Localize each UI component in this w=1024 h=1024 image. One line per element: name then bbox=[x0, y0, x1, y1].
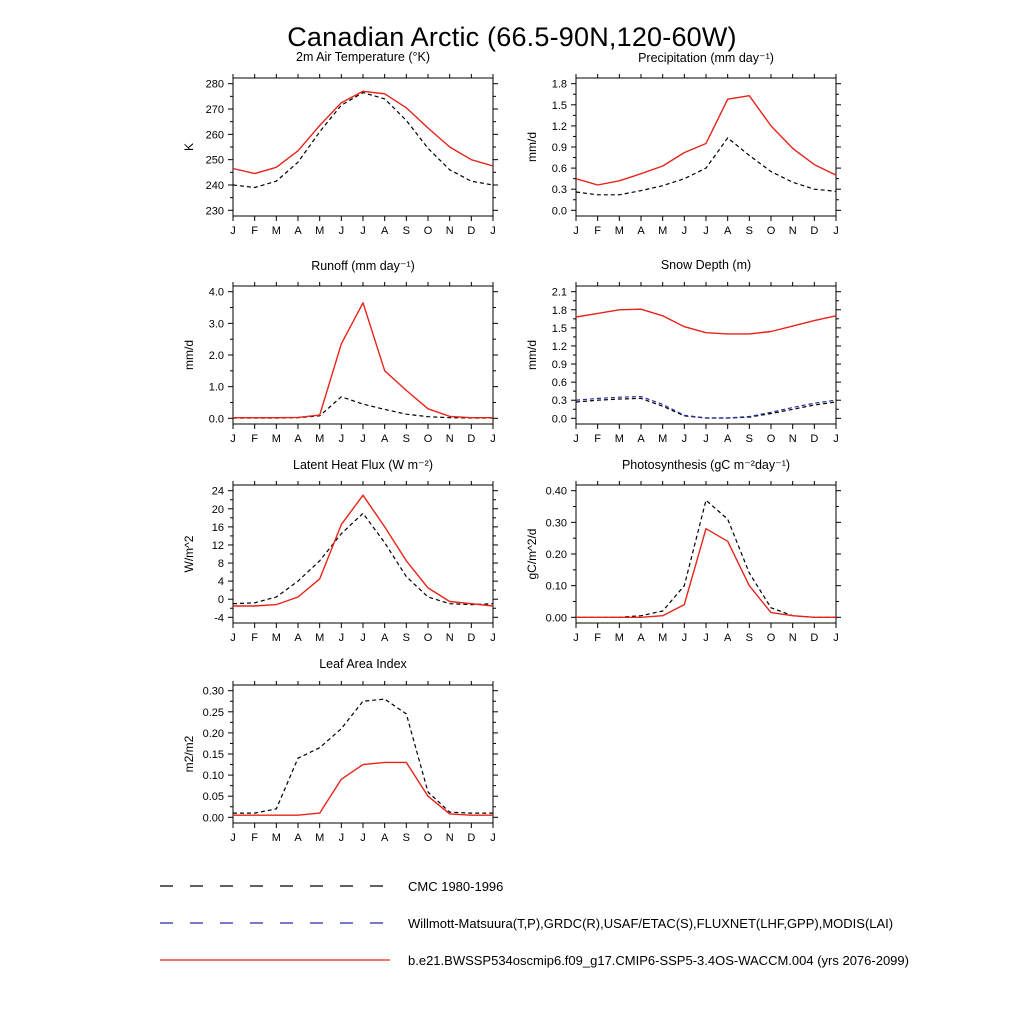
svg-text:A: A bbox=[723, 433, 732, 445]
svg-text:S: S bbox=[402, 832, 411, 844]
svg-text:4: 4 bbox=[217, 576, 224, 589]
svg-text:O: O bbox=[423, 433, 433, 445]
svg-text:8: 8 bbox=[217, 558, 224, 571]
svg-text:S: S bbox=[402, 433, 411, 445]
svg-text:S: S bbox=[402, 225, 411, 237]
svg-text:20: 20 bbox=[211, 503, 224, 516]
svg-text:-4: -4 bbox=[214, 612, 224, 625]
svg-text:J: J bbox=[230, 225, 236, 237]
svg-text:D: D bbox=[810, 225, 819, 237]
svg-text:J: J bbox=[338, 225, 345, 237]
svg-text:J: J bbox=[833, 433, 839, 445]
chart-title: Leaf Area Index bbox=[319, 657, 407, 671]
svg-text:O: O bbox=[766, 632, 776, 644]
svg-text:J: J bbox=[338, 433, 345, 445]
svg-text:0.9: 0.9 bbox=[551, 359, 567, 372]
svg-text:S: S bbox=[745, 632, 754, 644]
svg-text:3.0: 3.0 bbox=[208, 318, 224, 331]
legend-line-swatch bbox=[158, 950, 392, 970]
legend-item-model-run bbox=[158, 950, 1018, 970]
svg-text:M: M bbox=[315, 433, 325, 445]
svg-text:A: A bbox=[380, 632, 389, 644]
svg-text:0.40: 0.40 bbox=[545, 485, 567, 498]
chart-title: Latent Heat Flux (W m⁻²) bbox=[293, 458, 433, 472]
svg-text:J: J bbox=[703, 433, 709, 445]
svg-text:F: F bbox=[594, 225, 602, 237]
chart-leaf-area-index bbox=[163, 653, 503, 859]
chart-y-axis-label: mm/d bbox=[525, 132, 539, 162]
svg-text:O: O bbox=[423, 225, 433, 237]
svg-text:M: M bbox=[315, 832, 325, 844]
legend-line-swatch bbox=[158, 913, 392, 933]
svg-text:M: M bbox=[315, 225, 325, 237]
svg-text:J: J bbox=[703, 632, 709, 644]
svg-text:S: S bbox=[745, 433, 754, 445]
svg-text:0.30: 0.30 bbox=[202, 685, 224, 698]
svg-text:2.0: 2.0 bbox=[208, 350, 224, 362]
svg-text:A: A bbox=[637, 632, 645, 644]
svg-text:M: M bbox=[614, 225, 624, 237]
svg-text:O: O bbox=[423, 632, 433, 644]
svg-text:M: M bbox=[271, 433, 281, 445]
chart-title: Precipitation (mm day⁻¹) bbox=[638, 51, 774, 65]
svg-text:N: N bbox=[788, 433, 797, 445]
chart-runoff bbox=[163, 254, 503, 460]
svg-text:A: A bbox=[380, 433, 389, 445]
svg-text:1.5: 1.5 bbox=[551, 322, 567, 335]
svg-text:J: J bbox=[703, 225, 709, 237]
chart-plot-area bbox=[163, 68, 503, 248]
chart-y-axis-label: m2/m2 bbox=[182, 735, 196, 773]
svg-text:J: J bbox=[338, 832, 345, 844]
svg-text:J: J bbox=[573, 632, 579, 644]
svg-text:D: D bbox=[810, 632, 819, 644]
svg-text:0.3: 0.3 bbox=[551, 184, 567, 197]
svg-text:M: M bbox=[271, 632, 281, 644]
svg-text:J: J bbox=[681, 433, 688, 445]
svg-text:0.0: 0.0 bbox=[551, 413, 567, 426]
svg-text:A: A bbox=[637, 433, 645, 445]
svg-text:M: M bbox=[271, 832, 281, 844]
chart-y-axis-label: mm/d bbox=[525, 340, 539, 370]
svg-text:M: M bbox=[658, 225, 668, 237]
svg-text:280: 280 bbox=[205, 78, 224, 91]
svg-text:16: 16 bbox=[211, 521, 224, 534]
svg-text:N: N bbox=[788, 632, 797, 644]
svg-text:A: A bbox=[723, 225, 732, 237]
svg-text:F: F bbox=[251, 225, 259, 237]
svg-text:0.6: 0.6 bbox=[551, 163, 567, 176]
svg-text:J: J bbox=[490, 433, 496, 445]
chart-plot-area bbox=[506, 475, 846, 655]
svg-text:N: N bbox=[445, 832, 454, 844]
legend-label: b.e21.BWSSP534oscmip6.f09_g17.CMIP6-SSP5-3.4OS-WACCM.004 (yrs 2076-2099) bbox=[408, 952, 909, 968]
svg-text:J: J bbox=[681, 632, 688, 644]
svg-text:N: N bbox=[445, 225, 454, 237]
svg-text:M: M bbox=[315, 632, 325, 644]
svg-text:D: D bbox=[810, 433, 819, 445]
svg-text:A: A bbox=[294, 832, 302, 844]
legend-item-observations bbox=[158, 913, 1018, 933]
svg-text:1.2: 1.2 bbox=[551, 340, 567, 353]
svg-text:J: J bbox=[573, 433, 579, 445]
svg-text:F: F bbox=[251, 433, 259, 445]
svg-text:D: D bbox=[467, 433, 476, 445]
svg-text:A: A bbox=[723, 632, 732, 644]
svg-text:D: D bbox=[467, 632, 476, 644]
svg-text:260: 260 bbox=[205, 129, 224, 142]
svg-text:N: N bbox=[445, 433, 454, 445]
svg-text:J: J bbox=[230, 632, 236, 644]
svg-text:J: J bbox=[681, 225, 688, 237]
svg-text:S: S bbox=[745, 225, 754, 237]
chart-title: Runoff (mm day⁻¹) bbox=[311, 259, 415, 273]
legend-item-cmc bbox=[158, 876, 1018, 896]
chart-y-axis-label: W/m^2 bbox=[182, 535, 196, 573]
svg-text:O: O bbox=[423, 832, 433, 844]
svg-text:240: 240 bbox=[205, 179, 224, 192]
svg-text:0.10: 0.10 bbox=[202, 770, 224, 783]
legend bbox=[158, 876, 1018, 987]
svg-text:D: D bbox=[467, 225, 476, 237]
svg-text:0.30: 0.30 bbox=[545, 517, 567, 530]
svg-text:4.0: 4.0 bbox=[208, 286, 224, 299]
chart-y-axis-label: gC/m^2/d bbox=[525, 528, 539, 580]
svg-text:J: J bbox=[360, 632, 366, 644]
svg-text:J: J bbox=[230, 433, 236, 445]
svg-text:M: M bbox=[614, 433, 624, 445]
svg-text:A: A bbox=[637, 225, 645, 237]
svg-text:S: S bbox=[402, 632, 411, 644]
svg-text:0.10: 0.10 bbox=[545, 580, 567, 593]
svg-text:24: 24 bbox=[211, 485, 224, 498]
svg-text:1.8: 1.8 bbox=[551, 304, 567, 317]
svg-text:1.0: 1.0 bbox=[208, 381, 224, 394]
svg-text:0: 0 bbox=[217, 594, 224, 607]
chart-plot-area bbox=[506, 276, 846, 456]
svg-text:M: M bbox=[658, 632, 668, 644]
svg-text:N: N bbox=[445, 632, 454, 644]
chart-latent-heat-flux bbox=[163, 453, 503, 659]
svg-text:230: 230 bbox=[205, 205, 224, 218]
svg-text:J: J bbox=[490, 832, 496, 844]
svg-text:0.00: 0.00 bbox=[202, 812, 224, 825]
svg-text:J: J bbox=[338, 632, 345, 644]
svg-text:A: A bbox=[294, 632, 302, 644]
svg-text:0.0: 0.0 bbox=[551, 205, 567, 218]
svg-text:0.3: 0.3 bbox=[551, 395, 567, 408]
svg-text:O: O bbox=[766, 225, 776, 237]
chart-plot-area bbox=[163, 675, 503, 855]
chart-plot-area bbox=[506, 68, 846, 248]
svg-text:1.2: 1.2 bbox=[551, 120, 567, 133]
svg-text:M: M bbox=[658, 433, 668, 445]
chart-precipitation bbox=[506, 46, 846, 252]
svg-text:A: A bbox=[380, 225, 389, 237]
legend-line-swatch bbox=[158, 876, 392, 896]
svg-text:0.9: 0.9 bbox=[551, 142, 567, 154]
svg-text:J: J bbox=[360, 832, 366, 844]
svg-text:0.20: 0.20 bbox=[202, 727, 224, 740]
svg-text:0.6: 0.6 bbox=[551, 377, 567, 390]
svg-text:D: D bbox=[467, 832, 476, 844]
svg-text:J: J bbox=[490, 632, 496, 644]
svg-text:1.8: 1.8 bbox=[551, 78, 567, 91]
svg-text:F: F bbox=[251, 632, 259, 644]
svg-text:1.5: 1.5 bbox=[551, 99, 567, 112]
svg-text:J: J bbox=[573, 225, 579, 237]
svg-text:250: 250 bbox=[205, 154, 224, 167]
svg-text:J: J bbox=[490, 225, 496, 237]
svg-text:A: A bbox=[294, 433, 302, 445]
figure-title: Canadian Arctic (66.5-90N,120-60W) bbox=[287, 22, 737, 52]
chart-title: 2m Air Temperature (°K) bbox=[296, 50, 430, 64]
svg-text:270: 270 bbox=[205, 104, 224, 117]
svg-text:J: J bbox=[360, 433, 366, 445]
chart-snow-depth bbox=[506, 254, 846, 460]
svg-text:12: 12 bbox=[211, 539, 224, 552]
chart-plot-area bbox=[163, 475, 503, 655]
svg-text:0.20: 0.20 bbox=[545, 549, 567, 561]
chart-title: Photosynthesis (gC m⁻²day⁻¹) bbox=[621, 458, 791, 472]
svg-text:J: J bbox=[833, 225, 839, 237]
svg-text:0.15: 0.15 bbox=[202, 749, 224, 761]
svg-text:0.00: 0.00 bbox=[545, 612, 567, 625]
legend-label: CMC 1980-1996 bbox=[408, 878, 504, 894]
chart-photosynthesis bbox=[506, 453, 846, 659]
svg-text:2.1: 2.1 bbox=[551, 286, 567, 299]
svg-text:F: F bbox=[594, 632, 602, 644]
svg-text:0.25: 0.25 bbox=[202, 706, 224, 719]
svg-text:N: N bbox=[788, 225, 797, 237]
svg-text:F: F bbox=[251, 832, 259, 844]
chart-2m-air-temperature bbox=[163, 46, 503, 252]
svg-text:F: F bbox=[594, 433, 602, 445]
svg-text:J: J bbox=[833, 632, 839, 644]
svg-text:M: M bbox=[271, 225, 281, 237]
svg-text:O: O bbox=[766, 433, 776, 445]
svg-text:J: J bbox=[360, 225, 366, 237]
chart-title: Snow Depth (m) bbox=[660, 258, 752, 272]
chart-plot-area bbox=[163, 276, 503, 456]
svg-text:J: J bbox=[230, 832, 236, 844]
svg-text:A: A bbox=[380, 832, 389, 844]
svg-text:0.05: 0.05 bbox=[202, 791, 224, 804]
svg-text:0.0: 0.0 bbox=[208, 413, 224, 426]
chart-y-axis-label: K bbox=[182, 143, 196, 152]
legend-label: Willmott-Matsuura(T,P),GRDC(R),USAF/ETAC(S),FLUXNET(LHF,GPP),MODIS(LAI) bbox=[408, 915, 894, 931]
chart-y-axis-label: mm/d bbox=[182, 340, 196, 370]
svg-text:A: A bbox=[294, 225, 302, 237]
svg-text:M: M bbox=[614, 632, 624, 644]
